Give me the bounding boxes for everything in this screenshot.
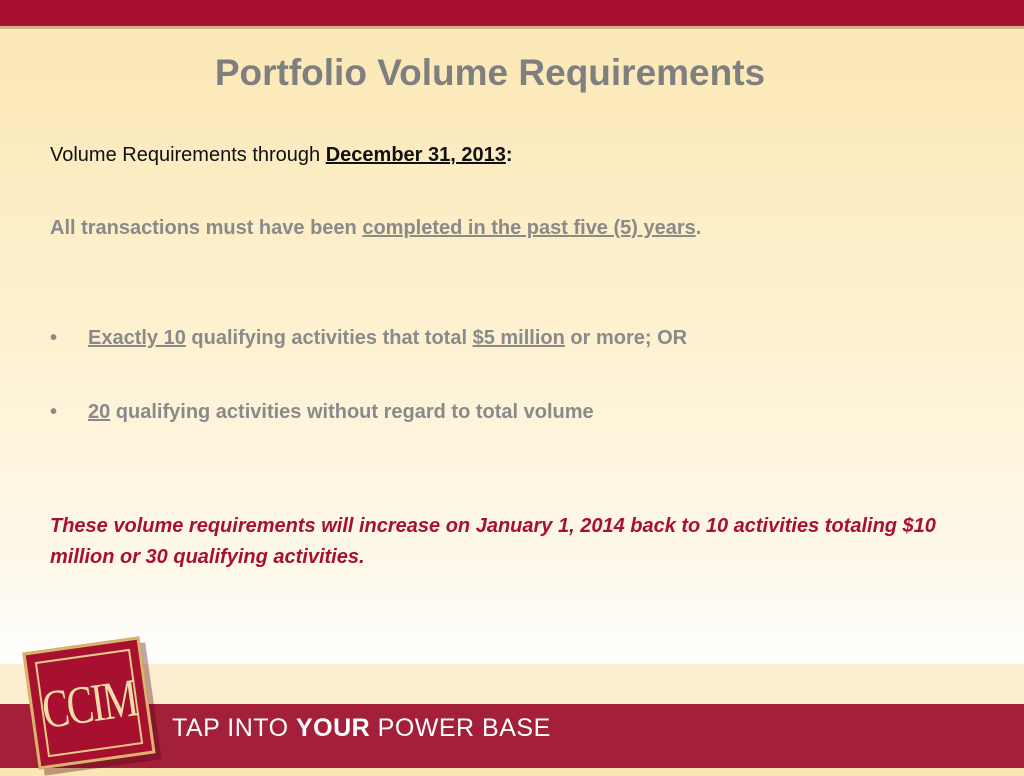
logo-text: CCIM	[38, 666, 140, 740]
subtitle-suffix: :	[505, 144, 513, 166]
transactions-underlined: completed in the past five (5) years	[362, 217, 696, 239]
tagline-start: TAP INTO	[172, 714, 296, 742]
page-title: Portfolio Volume Requirements	[214, 52, 766, 93]
bullet-text	[88, 327, 687, 350]
bullet-emphasis: 20	[88, 401, 111, 423]
bullet-text-part: qualifying activities that total	[185, 327, 473, 349]
transactions-suffix: .	[695, 217, 702, 239]
transactions-statement	[50, 217, 701, 240]
footer-light-band	[0, 664, 1024, 704]
ccim-logo	[22, 636, 155, 769]
top-banner	[0, 0, 1024, 26]
subtitle-date: December 31, 2013	[325, 144, 506, 166]
transactions-prefix: All transactions must have been	[50, 217, 363, 239]
footer-tagline	[172, 714, 551, 743]
subtitle	[50, 144, 513, 167]
tagline-end: POWER BASE	[370, 714, 551, 742]
logo-frame	[35, 649, 143, 757]
bullet-text-part: or more; OR	[564, 327, 688, 349]
bullet-icon: •	[50, 327, 58, 349]
bullet-text-part: qualifying activities without regard to total volume	[110, 401, 594, 423]
bullet-icon: •	[50, 401, 58, 423]
bullet-emphasis: Exactly 10	[88, 327, 186, 349]
tagline-bold: YOUR	[295, 714, 371, 742]
increase-note: These volume requirements will increase on January 1, 2014 back to 10 activities totaling $10 million or 30 qualifying activities.	[50, 515, 936, 568]
bullet-text	[88, 401, 594, 424]
top-divider	[0, 26, 1024, 29]
bullet-emphasis: $5 million	[472, 327, 565, 349]
subtitle-prefix: Volume Requirements through	[50, 144, 326, 166]
